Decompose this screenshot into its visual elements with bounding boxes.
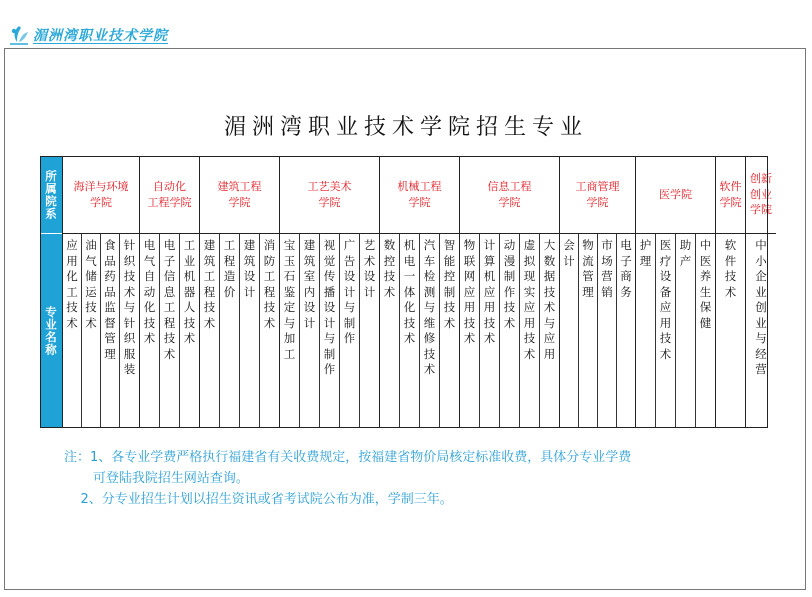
major-cell <box>199 234 219 428</box>
major-cell <box>519 234 539 428</box>
major-name: 智能控制技术 <box>443 238 456 330</box>
major-cell <box>479 234 499 428</box>
notes <box>64 447 631 510</box>
major-name: 建筑室内设计 <box>303 238 316 330</box>
major-cell <box>695 234 715 428</box>
major-name: 医疗设备应用技术 <box>659 238 672 361</box>
major-cell <box>81 234 100 428</box>
major-name: 应用化工技术 <box>66 238 78 330</box>
major-name: 大数据技术与应用 <box>543 238 556 361</box>
major-cell <box>299 234 319 428</box>
major-name: 中医养生保健 <box>699 238 712 330</box>
major-name: 建筑工程技术 <box>203 238 216 330</box>
major-cell <box>259 234 279 428</box>
department-cell: 软件 学院 <box>715 156 745 234</box>
majors-table <box>40 156 772 428</box>
major-cell <box>635 234 655 428</box>
major-cell <box>239 234 259 428</box>
major-name: 针织技术与针织服装 <box>123 238 136 376</box>
department-cell: 信息工程 学院 <box>459 156 559 234</box>
major-name: 护理 <box>639 238 652 268</box>
department-cell: 工艺美术 学院 <box>279 156 379 234</box>
major-name: 建筑设计 <box>243 238 256 299</box>
major-cell <box>715 234 745 428</box>
major-cell <box>459 234 479 428</box>
department-cell: 创新 创业 学院 <box>745 156 776 234</box>
major-name: 机电一体化技术 <box>403 238 416 345</box>
major-cell <box>559 234 578 428</box>
major-cell <box>745 234 776 428</box>
major-cell <box>100 234 119 428</box>
major-name: 物联网应用技术 <box>463 238 476 345</box>
major-cell <box>279 234 299 428</box>
major-cell <box>675 234 695 428</box>
major-cell <box>319 234 339 428</box>
note-line: 2、分专业招生计划以招生资讯或省考试院公布为准，学制三年。 <box>64 492 453 507</box>
major-row-label: 专业名称 <box>40 234 62 428</box>
major-name: 油气储运技术 <box>85 238 97 330</box>
major-name: 中小企业创业与经营 <box>755 238 767 376</box>
major-cell <box>359 234 379 428</box>
major-name: 电气自动化技术 <box>143 238 156 345</box>
major-name: 工业机器人技术 <box>183 238 196 345</box>
department-cell: 建筑工程 学院 <box>199 156 279 234</box>
major-name: 视觉传播设计与制作 <box>323 238 336 376</box>
major-name: 艺术设计 <box>363 238 376 299</box>
major-cell <box>499 234 519 428</box>
major-cell <box>62 234 81 428</box>
major-name: 电子商务 <box>620 238 632 299</box>
major-cell <box>655 234 675 428</box>
major-cell <box>379 234 399 428</box>
major-cell <box>339 234 359 428</box>
major-name: 消防工程技术 <box>263 238 276 330</box>
logo-text: 湄洲湾职业技术学院 <box>33 28 168 44</box>
major-cell <box>597 234 616 428</box>
major-cell <box>439 234 459 428</box>
department-cell: 医学院 <box>635 156 715 234</box>
major-cell <box>578 234 597 428</box>
major-cell <box>219 234 239 428</box>
major-cell <box>119 234 139 428</box>
major-name: 数控技术 <box>383 238 396 299</box>
major-cell <box>616 234 635 428</box>
major-cell <box>399 234 419 428</box>
page-title: 湄洲湾职业技术学院招生专业 <box>223 115 588 140</box>
major-name: 宝玉石鉴定与加工 <box>283 238 296 361</box>
major-name: 计算机应用技术 <box>483 238 496 345</box>
major-name: 物流管理 <box>582 238 594 299</box>
major-name: 广告设计与制作 <box>343 238 356 345</box>
department-cell: 海洋与环境 学院 <box>62 156 139 234</box>
department-cell: 机械工程 学院 <box>379 156 459 234</box>
major-name: 电子信息工程技术 <box>163 238 176 361</box>
major-name: 动漫制作技术 <box>503 238 516 330</box>
major-cell <box>139 234 159 428</box>
major-name: 软件技术 <box>724 238 737 299</box>
major-cell <box>419 234 439 428</box>
major-name: 市场营销 <box>601 238 613 299</box>
major-cell <box>159 234 179 428</box>
major-name: 食品药品监督管理 <box>104 238 116 361</box>
department-cell: 工商管理 学院 <box>559 156 635 234</box>
leaf-person-logo-icon <box>8 24 30 46</box>
department-row-label: 所属院系 <box>40 156 62 234</box>
department-cell: 自动化 工程学院 <box>139 156 199 234</box>
major-name: 工程造价 <box>223 238 236 299</box>
major-name: 会计 <box>563 238 575 268</box>
note-line: 可登陆我院招生网站查询。 <box>64 471 249 486</box>
logo <box>8 22 168 48</box>
major-cell <box>539 234 559 428</box>
major-name: 虚拟现实应用技术 <box>523 238 536 361</box>
note-line: 注：1、各专业学费严格执行福建省有关收费规定，按福建省物价局核定标准收费，具体分专业学费 <box>64 450 632 465</box>
major-name: 助产 <box>679 238 692 268</box>
major-cell <box>179 234 199 428</box>
major-name: 汽车检测与维修技术 <box>423 238 436 376</box>
